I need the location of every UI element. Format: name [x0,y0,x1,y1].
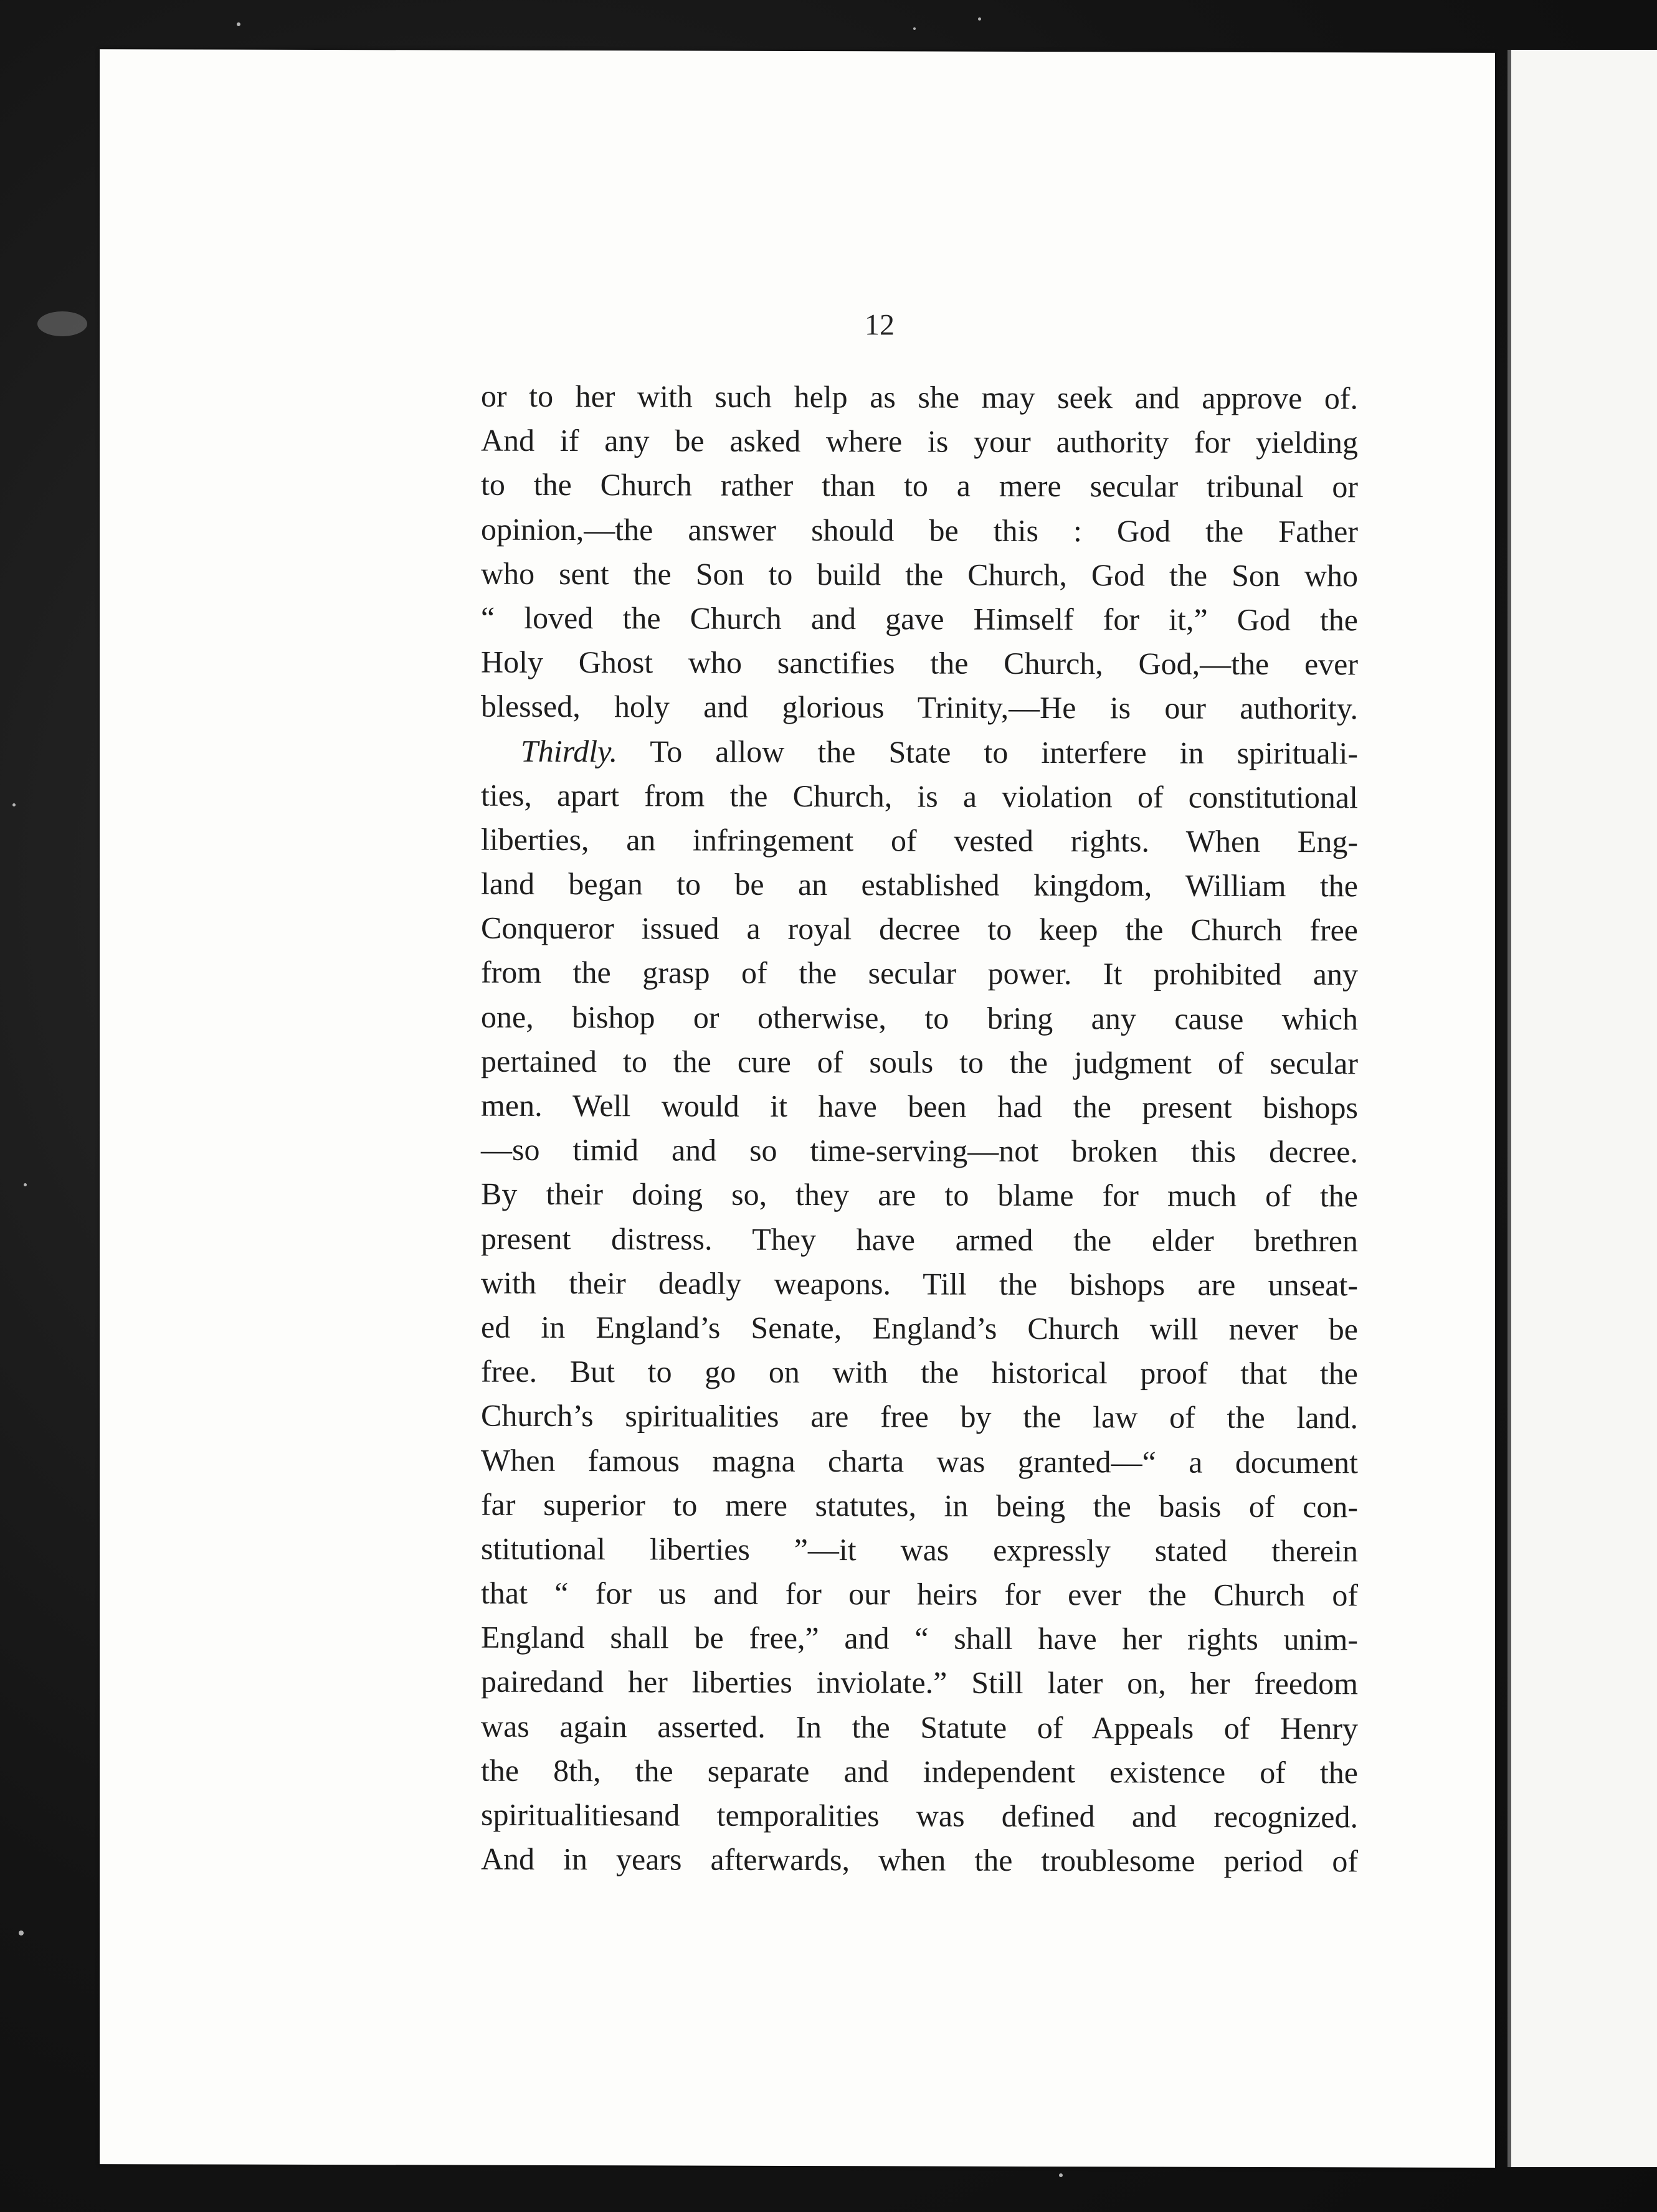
text-line: pairedand her liberties inviolate.” Still later on, her freedom [481,1664,1358,1701]
text-line: from the grasp of the secular power. It prohibited any [481,955,1358,992]
text-line: that “ for us and for our heirs for ever the Church of [481,1575,1358,1613]
text-line: stitutional liberties ”—it was expressly stated therein [481,1531,1358,1569]
dust-speck [12,803,16,806]
text-line: England shall be free,” and “ shall have her rights unim- [481,1619,1358,1657]
text-line: blessed, holy and glorious Trinity,—He is our authority. [481,688,1358,726]
dust-speck [1059,2173,1063,2177]
text-line: ties, apart from the Church, is a violation of constitutional [481,777,1358,815]
text-line: men. Well would it have been had the present bishops [481,1087,1358,1125]
text-line: with their deadly weapons. Till the bishops are unseat- [481,1265,1358,1303]
italic-lead-word: Thirdly. [521,733,618,768]
text-line: who sent the Son to build the Church, God the Son who [481,555,1358,593]
text-line: “ loved the Church and gave Himself for it,” God the [481,600,1358,638]
dust-speck [37,311,87,336]
dust-speck [978,17,981,21]
text-line: to the Church rather than to a mere secular tribunal or [481,467,1358,504]
text-line: ed in England’s Senate, England’s Church will never be [481,1309,1358,1347]
text-line: far superior to mere statutes, in being the basis of con- [481,1486,1358,1524]
dust-speck [237,22,240,26]
text-line: one, bishop or otherwise, to bring any cause which [481,999,1358,1036]
book-page [100,49,1495,2168]
text-line: And in years afterwards, when the troublesome period of [481,1841,1358,1879]
dust-speck [19,1931,24,1936]
dust-speck [24,1183,27,1186]
text-line: By their doing so, they are to blame for much of the [481,1176,1358,1214]
line-rest: To allow the State to interfere in spirituali- [650,733,1358,770]
adjacent-page-edge [1507,50,1657,2167]
text-line: And if any be asked where is your authority for yielding [481,422,1358,460]
text-line: present distress. They have armed the elder brethren [481,1221,1358,1258]
text-line: the 8th, the separate and independent existence of the [481,1752,1358,1790]
text-line: Holy Ghost who sanctifies the Church, God,—the ever [481,644,1358,682]
text-line: —so timid and so time-serving—not broken this decree. [481,1132,1358,1170]
text-line: or to her with such help as she may seek and approve of. [481,378,1358,416]
text-line: spiritualitiesand temporalities was defined and recognized. [481,1797,1358,1835]
text-line: Conqueror issued a royal decree to keep the Church free [481,910,1358,948]
text-line: pertained to the cure of souls to the judgment of secular [481,1043,1358,1081]
page-number: 12 [865,308,895,342]
text-line: Church’s spiritualities are free by the law of the land. [481,1397,1358,1435]
paragraph-start-line [481,729,1358,775]
text-line: free. But to go on with the historical proof that the [481,1353,1358,1391]
text-line: land began to be an established kingdom, William the [481,866,1358,904]
text-line: When famous magna charta was granted—“ a document [481,1442,1358,1480]
text-line: was again asserted. In the Statute of Appeals of Henry [481,1708,1358,1746]
text-line: liberties, an infringement of vested rights. When Eng- [481,821,1358,859]
dust-speck [913,27,916,30]
body-text [481,374,1358,1884]
text-line: opinion,—the answer should be this : God the Father [481,511,1358,549]
